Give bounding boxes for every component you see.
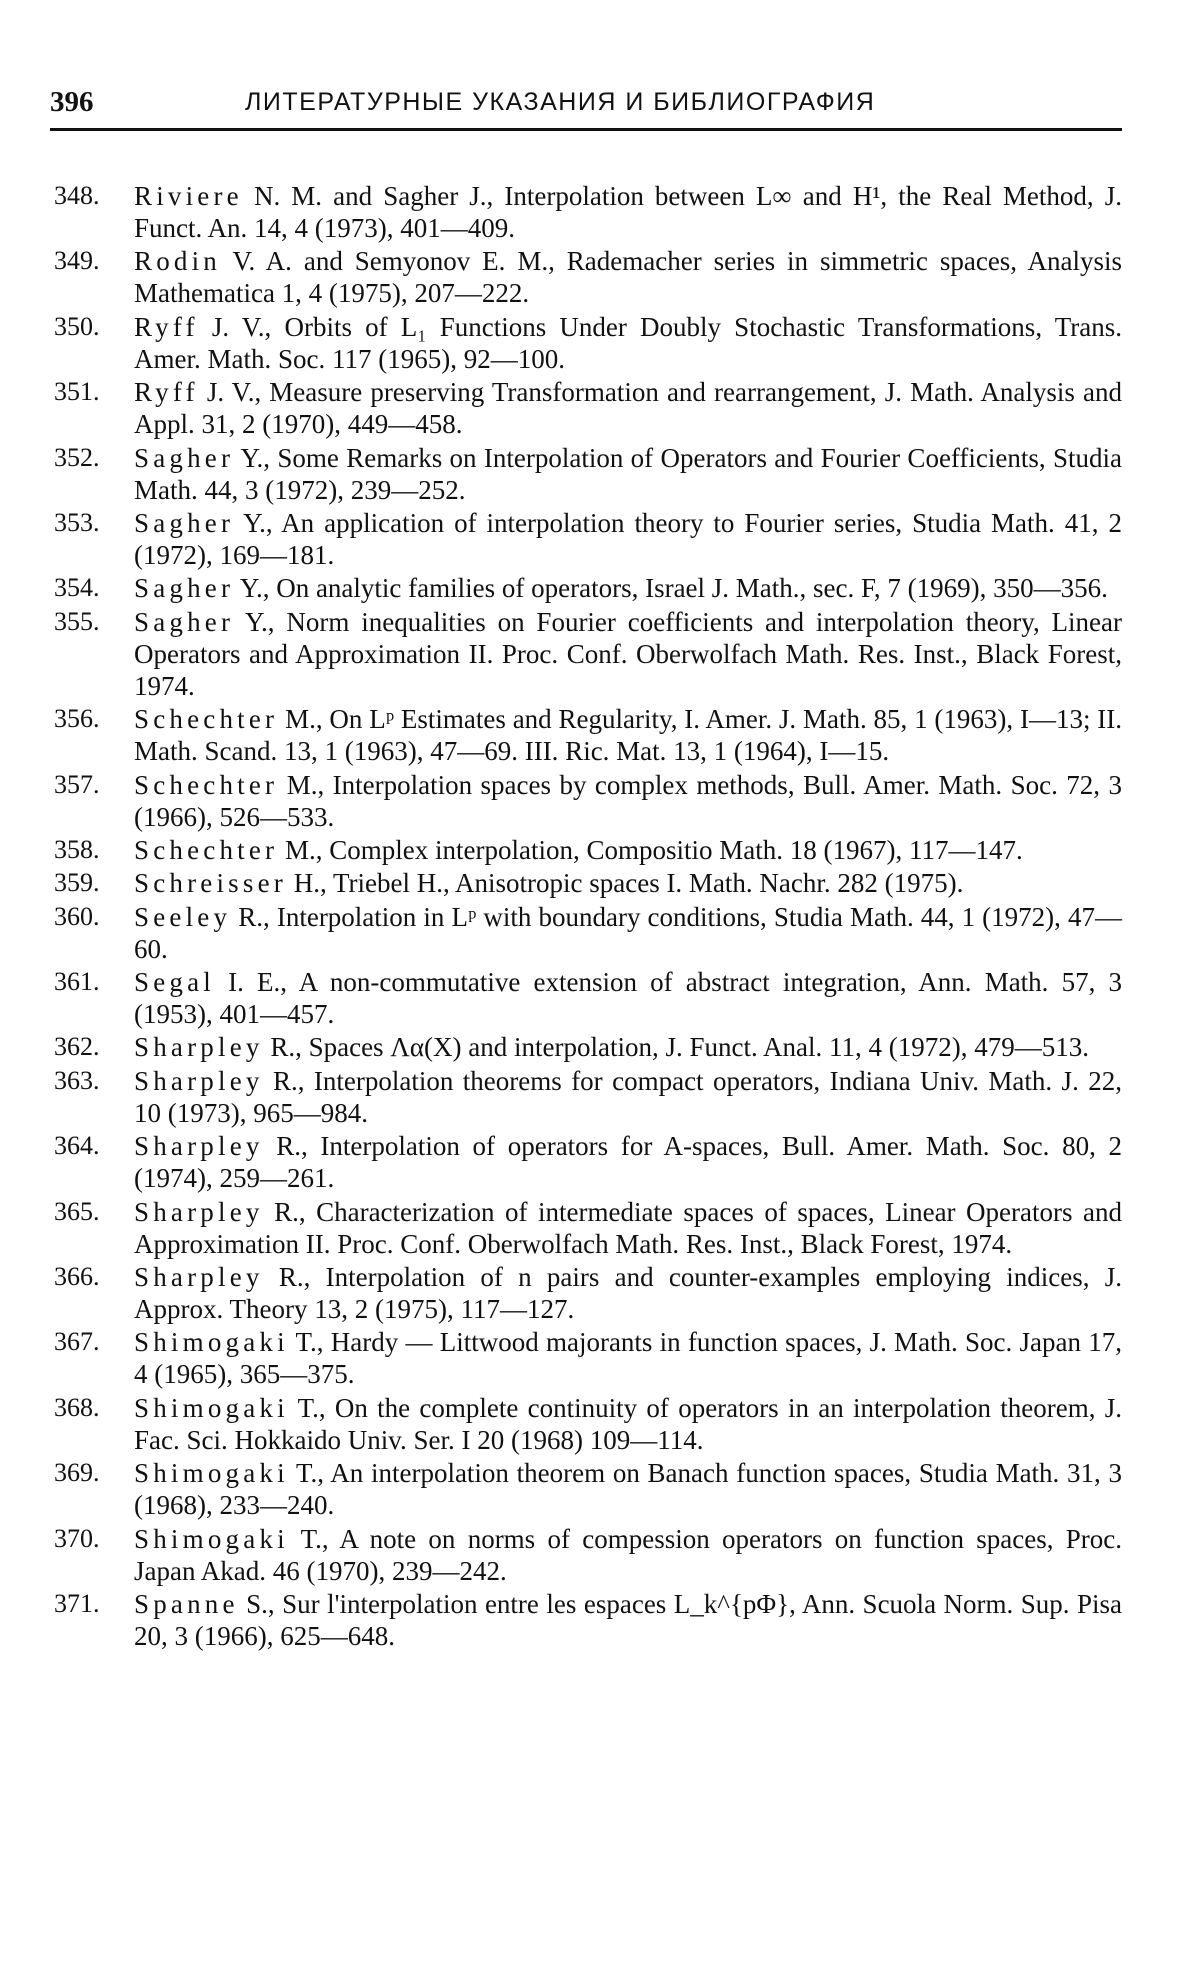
entry-author: Ryff <box>134 377 199 408</box>
entry-number: 350. <box>54 311 100 341</box>
entry-author: Shimogaki <box>134 1458 289 1489</box>
entry-number: 368. <box>54 1392 100 1422</box>
entry-author: Segal <box>134 967 215 998</box>
entry-text: R., Interpolation theorems for compact operators, Indiana Univ. Math. J. 22, 10 (1973), 965—984. <box>134 1065 1122 1128</box>
entry-author: Riviere <box>134 181 243 211</box>
entry-author: Schechter <box>134 704 279 735</box>
entry-number: 360. <box>54 901 100 931</box>
entry-author: Rodin <box>134 246 222 277</box>
entry-text: Y., An application of interpolation theory to Fourier series, Studia Math. 41, 2 (1972), 169—181. <box>134 507 1122 570</box>
entry-number: 359. <box>54 868 100 898</box>
entry-number: 369. <box>54 1458 100 1488</box>
entry-text: R., Spaces Λα(X) and interpolation, J. Funct. Anal. 11, 4 (1972), 479—513. <box>263 1032 1089 1063</box>
bibliography-entry <box>54 245 1122 309</box>
entry-author: Ryff <box>134 311 199 342</box>
entry-number: 349. <box>54 246 100 276</box>
bibliography-entry <box>54 1031 1122 1063</box>
entry-number: 361. <box>54 967 100 997</box>
entry-text: Y., Norm inequalities on Fourier coefficients and interpolation theory, Linear Operators and Approximation II. Proc. Conf. Oberwolfach Math. Res. Inst., Black Forest, 1974. <box>134 606 1122 701</box>
bibliography-entry <box>54 1196 1122 1260</box>
bibliography-entry <box>54 703 1122 767</box>
bibliography-entry <box>54 1261 1122 1325</box>
bibliography-entry <box>54 311 1122 375</box>
entry-author: Sharpley <box>134 1131 264 1162</box>
bibliography-entry <box>54 442 1122 506</box>
entry-text: T., On the complete continuity of operators in an interpolation theorem, J. Fac. Sci. Hokkaido Univ. Ser. I 20 (1968) 109—114. <box>134 1392 1122 1455</box>
entry-number: 352. <box>54 442 100 472</box>
entry-author: Schechter <box>134 769 279 800</box>
entry-number: 354. <box>54 573 100 603</box>
entry-author: Sharpley <box>134 1196 264 1227</box>
entry-author: Shimogaki <box>134 1523 289 1554</box>
running-title: ЛИТЕРАТУРНЫЕ УКАЗАНИЯ И БИБЛИОГРАФИЯ <box>245 88 876 116</box>
bibliography-list <box>54 180 1122 1653</box>
bibliography-entry <box>54 1130 1122 1194</box>
bibliography-entry <box>54 1523 1122 1587</box>
entry-number: 357. <box>54 769 100 799</box>
bibliography-entry <box>54 769 1122 833</box>
bibliography-entry <box>54 867 1122 899</box>
entry-text: N. M. and Sagher J., Interpolation between L∞ and H¹, the Real Method, J. Funct. An. 14, 4 (1973), 401—409. <box>134 181 1122 243</box>
entry-author: Sagher <box>134 507 235 538</box>
entry-author: Sharpley <box>134 1032 264 1063</box>
entry-number: 364. <box>54 1131 100 1161</box>
entry-text: M., Interpolation spaces by complex methods, Bull. Amer. Math. Soc. 72, 3 (1966), 526—533. <box>134 769 1122 832</box>
page-number: 396 <box>50 86 94 118</box>
bibliography-entry <box>54 180 1122 244</box>
bibliography-entry <box>54 834 1122 866</box>
bibliography-entry <box>54 1588 1122 1652</box>
entry-author: Sagher <box>134 573 235 604</box>
entry-author: Sharpley <box>134 1262 264 1293</box>
entry-number: 363. <box>54 1065 100 1095</box>
entry-text: Y., Some Remarks on Interpolation of Operators and Fourier Coefficients, Studia Math. 44, 3 (1972), 239—252. <box>134 442 1122 505</box>
entry-text: S., Sur l'interpolation entre les espaces L_k^{pΦ}, Ann. Scuola Norm. Sup. Pisa 20, 3 (1966), 625—648. <box>134 1588 1122 1651</box>
entry-text: J. V., Orbits of L₁ Functions Under Doubly Stochastic Transformations, Trans. Amer. Math. Soc. 117 (1965), 92—100. <box>134 311 1122 374</box>
bibliography-entry <box>54 1457 1122 1521</box>
entry-number: 370. <box>54 1523 100 1553</box>
bibliography-entry <box>54 1392 1122 1456</box>
entry-number: 371. <box>54 1588 100 1618</box>
entry-text: R., Characterization of intermediate spaces of spaces, Linear Operators and Approximation II. Proc. Conf. Oberwolfach Math. Res. Inst., Black Forest, 1974. <box>134 1196 1122 1259</box>
entry-author: Sharpley <box>134 1065 264 1096</box>
page-header <box>50 82 1120 122</box>
entry-author: Shimogaki <box>134 1327 289 1358</box>
entry-number: 362. <box>54 1032 100 1062</box>
entry-number: 365. <box>54 1196 100 1226</box>
bibliography-entry <box>54 376 1122 440</box>
entry-number: 353. <box>54 507 100 537</box>
entry-text: T., Hardy — Littwood majorants in function spaces, J. Math. Soc. Japan 17, 4 (1965), 365—375. <box>134 1327 1122 1390</box>
entry-author: Seeley <box>134 901 232 932</box>
entry-text: R., Interpolation of operators for A-spaces, Bull. Amer. Math. Soc. 80, 2 (1974), 259—261. <box>134 1131 1122 1194</box>
entry-author: Shimogaki <box>134 1392 289 1423</box>
entry-text: V. A. and Semyonov E. M., Rademacher series in simmetric spaces, Analysis Mathematica 1, 4 (1975), 207—222. <box>134 246 1122 309</box>
entry-author: Sagher <box>134 442 235 473</box>
entry-author: Spanne <box>134 1588 239 1619</box>
entry-number: 356. <box>54 704 100 734</box>
entry-number: 355. <box>54 606 100 636</box>
entry-text: M., On Lᵖ Estimates and Regularity, I. Amer. J. Math. 85, 1 (1963), I—13; II. Math. Scand. 13, 1 (1963), 47—69. III. Ric. Mat. 13, 1 (1964), I—15. <box>134 704 1122 767</box>
entry-text: Y., On analytic families of operators, Israel J. Math., sec. F, 7 (1969), 350—356. <box>234 573 1108 604</box>
entry-text: T., A note on norms of compession operators on function spaces, Proc. Japan Akad. 46 (1970), 239—242. <box>134 1523 1122 1586</box>
bibliography-entry <box>54 901 1122 965</box>
entry-text: R., Interpolation of n pairs and counter-examples employing indices, J. Approx. Theory 13, 2 (1975), 117—127. <box>134 1262 1122 1325</box>
entry-text: R., Interpolation in Lᵖ with boundary conditions, Studia Math. 44, 1 (1972), 47—60. <box>134 901 1122 964</box>
entry-text: T., An interpolation theorem on Banach function spaces, Studia Math. 31, 3 (1968), 233—240. <box>134 1458 1122 1521</box>
entry-number: 358. <box>54 834 100 864</box>
entry-text: J. V., Measure preserving Transformation and rearrangement, J. Math. Analysis and Appl. 31, 2 (1970), 449—458. <box>134 377 1122 440</box>
header-rule <box>50 128 1122 131</box>
entry-author: Sagher <box>134 606 235 637</box>
entry-number: 367. <box>54 1327 100 1357</box>
bibliography-entry <box>54 1326 1122 1390</box>
entry-number: 348. <box>54 181 100 210</box>
entry-author: Schechter <box>134 834 279 865</box>
entry-text: M., Complex interpolation, Compositio Math. 18 (1967), 117—147. <box>278 834 1023 865</box>
bibliography-entry <box>54 966 1122 1030</box>
entry-text: H., Triebel H., Anisotropic spaces I. Math. Nachr. 282 (1975). <box>286 868 964 899</box>
bibliography-entry <box>54 507 1122 571</box>
entry-text: I. E., A non-commutative extension of abstract integration, Ann. Math. 57, 3 (1953), 401—457. <box>134 967 1122 1030</box>
bibliography-entry <box>54 606 1122 702</box>
bibliography-entry <box>54 1065 1122 1129</box>
entry-number: 351. <box>54 377 100 407</box>
bibliography-entry <box>54 572 1122 604</box>
entry-author: Schreisser <box>134 868 287 899</box>
entry-number: 366. <box>54 1262 100 1292</box>
